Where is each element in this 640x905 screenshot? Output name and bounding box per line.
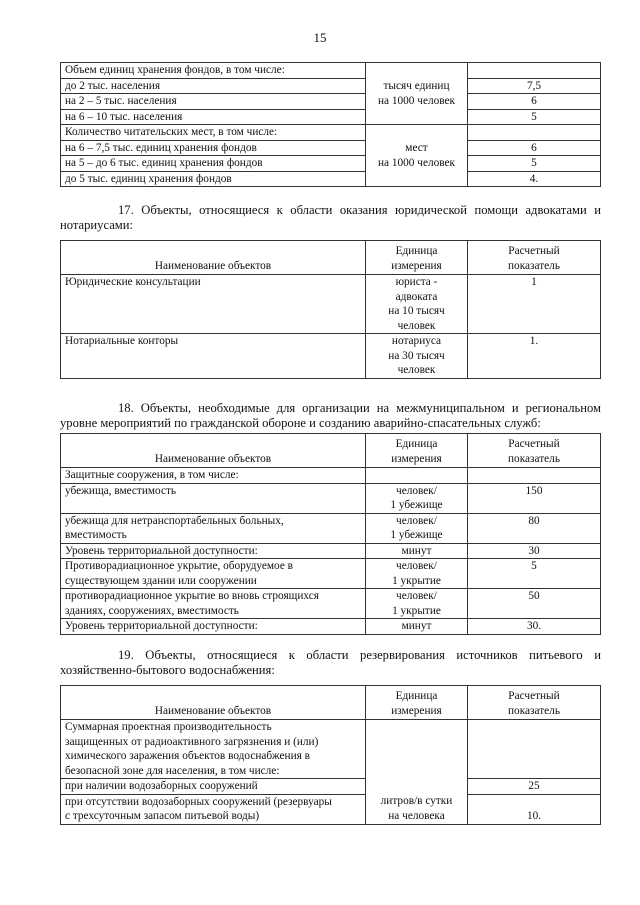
row-value: 150 [468, 483, 601, 513]
cell-line: Единица [395, 438, 438, 450]
header-value [468, 241, 601, 275]
row-name: на 5 – до 6 тыс. единиц хранения фондов [61, 156, 366, 172]
row-name: до 5 тыс. единиц хранения фондов [61, 171, 366, 187]
header-name: Наименование объектов [61, 241, 366, 275]
cell-line: Уровень территориальной доступности: [65, 544, 258, 557]
legal-aid-table [60, 240, 601, 379]
row-value: 25 [468, 779, 601, 795]
row-unit [366, 468, 468, 484]
row-name [61, 468, 366, 484]
row-value: 30 [468, 543, 601, 559]
cell-line: противорадиационное укрытие во вновь строящихся [65, 590, 319, 602]
row-value: 7,5 [468, 78, 601, 94]
row-value: 10. [468, 794, 601, 824]
table-row [61, 794, 601, 824]
cell-line: минут [401, 544, 432, 557]
table-row [61, 513, 601, 543]
row-name: до 2 тыс. населения [61, 78, 366, 94]
cell-line: измерения [391, 452, 442, 465]
row-unit [366, 483, 468, 513]
row-name [61, 794, 366, 824]
cell-line: мест [405, 142, 428, 154]
table-row [61, 720, 601, 779]
cell-line: химического заражения объектов водоснабжения в [65, 750, 311, 762]
header-unit [366, 686, 468, 720]
cell-line: Единица [395, 690, 438, 702]
page-number: 15 [313, 30, 327, 45]
row-value: 1 [468, 275, 601, 334]
row-unit [366, 559, 468, 589]
cell-line: нотариуса [391, 335, 442, 347]
table-row [61, 468, 601, 484]
row-value: 30. [468, 619, 601, 635]
row-value: 80 [468, 513, 601, 543]
row-name [61, 779, 366, 795]
table-row [61, 94, 601, 110]
table-row [61, 559, 601, 589]
cell-line: Расчетный [508, 690, 560, 702]
cell-line: на человека [388, 809, 445, 822]
row-value: 5 [468, 559, 601, 589]
row-unit [366, 334, 468, 379]
row-value: 1. [468, 334, 601, 379]
cell-line: на 1000 человек [377, 156, 456, 169]
cell-line: при наличии водозаборных сооружений [65, 780, 258, 792]
cell-line: 1 убежище [390, 499, 443, 511]
cell-line: убежища, вместимость [65, 484, 177, 497]
header-value [468, 686, 601, 720]
table-row [61, 334, 601, 379]
row-name: Нотариальные конторы [61, 334, 366, 379]
row-unit [366, 543, 468, 559]
row-value: 6 [468, 94, 601, 110]
cell-line: зданиях, сооружениях, вместимость [65, 604, 239, 617]
table-row [61, 78, 601, 94]
table-row [61, 109, 601, 125]
cell-line: человек/ [396, 590, 437, 602]
cell-line: на 30 тысяч [388, 349, 445, 362]
row-value: 6 [468, 140, 601, 156]
section-19-heading: 19. Объекты, относящиеся к области резервирования источников питьевого и хозяйственно-бытового водоснабжения: [60, 648, 601, 677]
row-name: на 6 – 10 тыс. населения [61, 109, 366, 125]
cell-line: юриста - [395, 276, 438, 288]
cell-line: измерения [391, 259, 442, 272]
table-row [61, 275, 601, 334]
table-row [61, 589, 601, 619]
cell-line: на 10 тысяч [388, 305, 445, 317]
row-value [468, 125, 601, 141]
row-unit [366, 513, 468, 543]
cell-line: тысяч единиц [383, 80, 450, 92]
cell-line: 1 убежище [390, 529, 443, 541]
header-row [61, 686, 601, 720]
cell-line: человек [397, 319, 436, 332]
row-name: Объем единиц хранения фондов, в том числе: [61, 63, 366, 79]
table-row [61, 63, 601, 79]
row-value [468, 720, 601, 779]
row-value [468, 63, 601, 79]
cell-line: человек/ [396, 560, 437, 572]
cell-line: 1 укрытие [392, 574, 441, 587]
table-row [61, 543, 601, 559]
header-unit [366, 434, 468, 468]
row-value [468, 468, 601, 484]
cell-line: Суммарная проектная производительность [65, 721, 272, 733]
row-value: 5 [468, 156, 601, 172]
table-row [61, 156, 601, 172]
cell-line: минут [401, 620, 432, 632]
row-name [61, 720, 366, 779]
cell-line: Уровень территориальной доступности: [65, 620, 258, 632]
table-row [61, 483, 601, 513]
cell-line: человек [397, 364, 436, 376]
row-unit [366, 619, 468, 635]
row-name [61, 483, 366, 513]
cell-line: безопасной зоне для населения, в том числе: [65, 764, 280, 777]
cell-line: убежища для нетранспортабельных больных, [65, 514, 284, 527]
cell-line: Единица [395, 245, 438, 257]
cell-line: измерения [391, 704, 442, 717]
header-name: Наименование объектов [61, 434, 366, 468]
civil-defense-table [60, 433, 601, 635]
row-name: Юридические консультации [61, 275, 366, 334]
table-row [61, 125, 601, 141]
table-row [61, 779, 601, 795]
table-row [61, 619, 601, 635]
row-unit [366, 720, 468, 825]
cell-line: показатель [508, 259, 560, 272]
header-row [61, 241, 601, 275]
section-18-heading: 18. Объекты, необходимые для организации на межмуниципальном и региональном уровне мероприятий по гражданской обороне и созданию аварийно-спасательных служб: [60, 401, 601, 430]
row-value: 50 [468, 589, 601, 619]
section-17-heading: 17. Объекты, относящиеся к области оказания юридической помощи адвокатами и нотариусами: [60, 203, 601, 232]
cell-line: 1 укрытие [392, 604, 441, 617]
cell-line: на 1000 человек [377, 94, 456, 107]
row-unit [366, 125, 468, 187]
cell-line: адвоката [395, 290, 438, 303]
row-unit [366, 63, 468, 125]
row-value: 5 [468, 109, 601, 125]
table-row [61, 171, 601, 187]
row-name [61, 513, 366, 543]
cell-line: защищенных от радиоактивного загрязнения и (или) [65, 735, 319, 748]
row-name [61, 543, 366, 559]
header-value [468, 434, 601, 468]
row-name: Количество читательских мест, в том числе: [61, 125, 366, 141]
row-name: на 2 – 5 тыс. населения [61, 94, 366, 110]
cell-line: вместимость [65, 529, 127, 541]
cell-line: человек/ [396, 484, 437, 497]
cell-line: при отсутствии водозаборных сооружений (резервуары [65, 795, 332, 808]
header-row [61, 434, 601, 468]
water-supply-table [60, 685, 601, 825]
row-name [61, 559, 366, 589]
row-name: на 6 – 7,5 тыс. единиц хранения фондов [61, 140, 366, 156]
header-unit [366, 241, 468, 275]
row-unit [366, 275, 468, 334]
cell-line: Расчетный [508, 438, 560, 450]
row-name [61, 589, 366, 619]
cell-line: литров/в сутки [380, 795, 453, 807]
row-unit [366, 589, 468, 619]
header-name: Наименование объектов [61, 686, 366, 720]
row-value: 4. [468, 171, 601, 187]
cell-line: существующем здании или сооружении [65, 574, 257, 587]
cell-line: показатель [508, 704, 560, 717]
library-norms-table [60, 62, 601, 187]
cell-line: человек/ [396, 514, 437, 527]
cell-line: Защитные сооружения, в том числе: [65, 469, 239, 481]
cell-line: Противорадиационное укрытие, оборудуемое в [65, 560, 293, 572]
cell-line: Расчетный [508, 245, 560, 257]
table-row [61, 140, 601, 156]
cell-line: показатель [508, 452, 560, 465]
row-name [61, 619, 366, 635]
cell-line: с трехсуточным запасом питьевой воды) [65, 810, 260, 822]
